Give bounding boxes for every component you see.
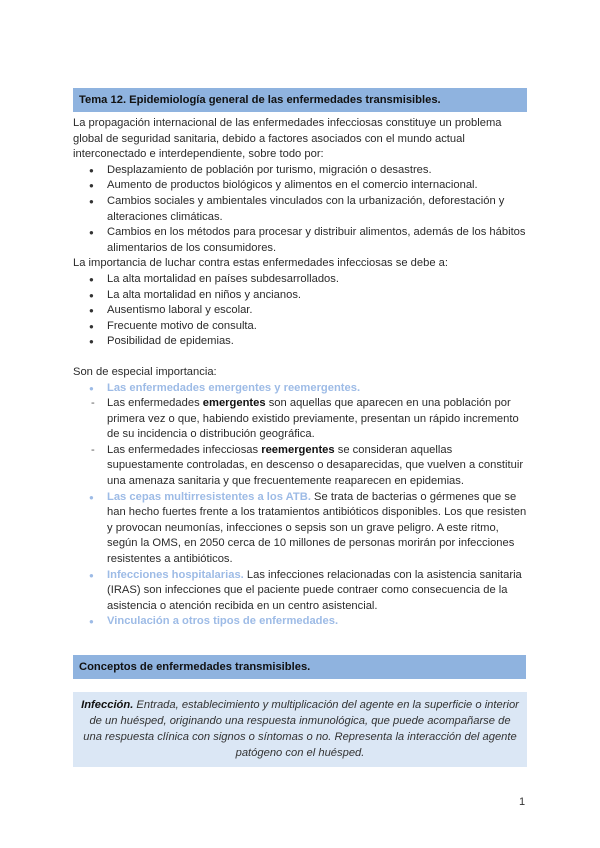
text-span: Las enfermedades xyxy=(107,397,203,410)
list-item-hospitalarias xyxy=(73,568,527,615)
text-span: Se trata de bacterias o gérmenes que se han hecho fuertes frente a los tratamientos antibióticos disponibles. Los que resisten y provocan neumonías, infecciones o sepsis son un grave peligro. A este ritmo, según la OMS, en 2050 cerca de 10 millones de personas morirán por infecciones resistentes a antibióticos. xyxy=(107,490,527,566)
list-item-atb xyxy=(73,490,527,568)
list-item-reemergentes-def xyxy=(73,443,527,490)
intro-paragraph: La propagación internacional de las enfermedades infecciosas constituye un problema global de seguridad sanitaria, debido a factores asociados con el mundo actual interconectado e interdependiente, sobre todo por: xyxy=(73,117,502,161)
special-intro: Son de especial importancia: xyxy=(73,365,217,378)
text-span: Las enfermedades infecciosas xyxy=(107,443,262,456)
section-header-tema-12: Tema 12. Epidemiología general de las enfermedades transmisibles. xyxy=(73,88,527,112)
section-header-conceptos: Conceptos de enfermedades transmisibles. xyxy=(73,655,526,679)
page-content xyxy=(73,88,527,630)
page-number: 1 xyxy=(519,796,526,808)
factors-list xyxy=(73,163,527,257)
list-item: ● Frecuente motivo de consulta. xyxy=(73,319,527,335)
importance-list xyxy=(73,272,527,350)
list-item-emergentes xyxy=(73,381,527,397)
list-item-vinculacion xyxy=(73,614,527,630)
text-span: Las infecciones relacionadas con la asistencia sanitaria (IRAS) son infecciones que el paciente puede contraer como consecuencia de la asistencia o atención recibida en un centro asistencial. xyxy=(107,568,522,612)
definition-term: Infección. xyxy=(81,699,134,711)
keyword-emergentes: emergentes xyxy=(202,397,266,410)
list-item: ● La alta mortalidad en niños y ancianos. xyxy=(73,288,527,304)
list-item: ● Cambios en los métodos para procesar y distribuir alimentos, además de los hábitos alimentarios de los consumidores. xyxy=(73,225,527,256)
list-item: ● Posibilidad de epidemias. xyxy=(73,334,527,350)
keyword-reemergentes: reemergentes xyxy=(261,443,335,456)
text-span: son aquellas que aparecen en una población por primera vez o que, habiendo existido previamente, presentan un rápido incremento de su incidencia o distribución geográfica. xyxy=(107,397,519,441)
special-list xyxy=(73,381,527,631)
list-item-emergentes-def xyxy=(73,396,527,443)
hospitalarias-title: Infecciones hospitalarias. xyxy=(107,568,244,581)
definition-box xyxy=(73,692,527,767)
emergentes-title: Las enfermedades emergentes y reemergentes. xyxy=(107,381,361,394)
list-item: ● Desplazamiento de población por turismo, migración o desastres. xyxy=(73,163,527,179)
atb-title: Las cepas multirresistentes a los ATB. xyxy=(107,490,311,503)
vinculacion-title: Vinculación a otros tipos de enfermedades. xyxy=(107,615,339,628)
text-span: se consideran aquellas supuestamente controladas, en descenso o desaparecidas, que vuelven a constituir una amenaza sanitaria y que frecuentemente reaparecen en epidemias. xyxy=(107,443,524,488)
definition-text: Entrada, establecimiento y multiplicación del agente en la superficie o interior de un huésped, originando una respuesta inmunológica, que puede acompañarse de una respuesta clínica con signos o síntomas o no. Representa la interacción del agente patógeno con el huésped. xyxy=(83,699,519,759)
list-item: ● La alta mortalidad en países subdesarrollados. xyxy=(73,272,527,288)
importance-intro: La importancia de luchar contra estas enfermedades infecciosas se debe a: xyxy=(73,257,448,270)
list-item: ● Cambios sociales y ambientales vinculados con la urbanización, deforestación y alteraciones climáticas. xyxy=(73,194,527,225)
list-item: ● Ausentismo laboral y escolar. xyxy=(73,303,527,319)
list-item: ● Aumento de productos biológicos y alimentos en el comercio internacional. xyxy=(73,178,527,194)
